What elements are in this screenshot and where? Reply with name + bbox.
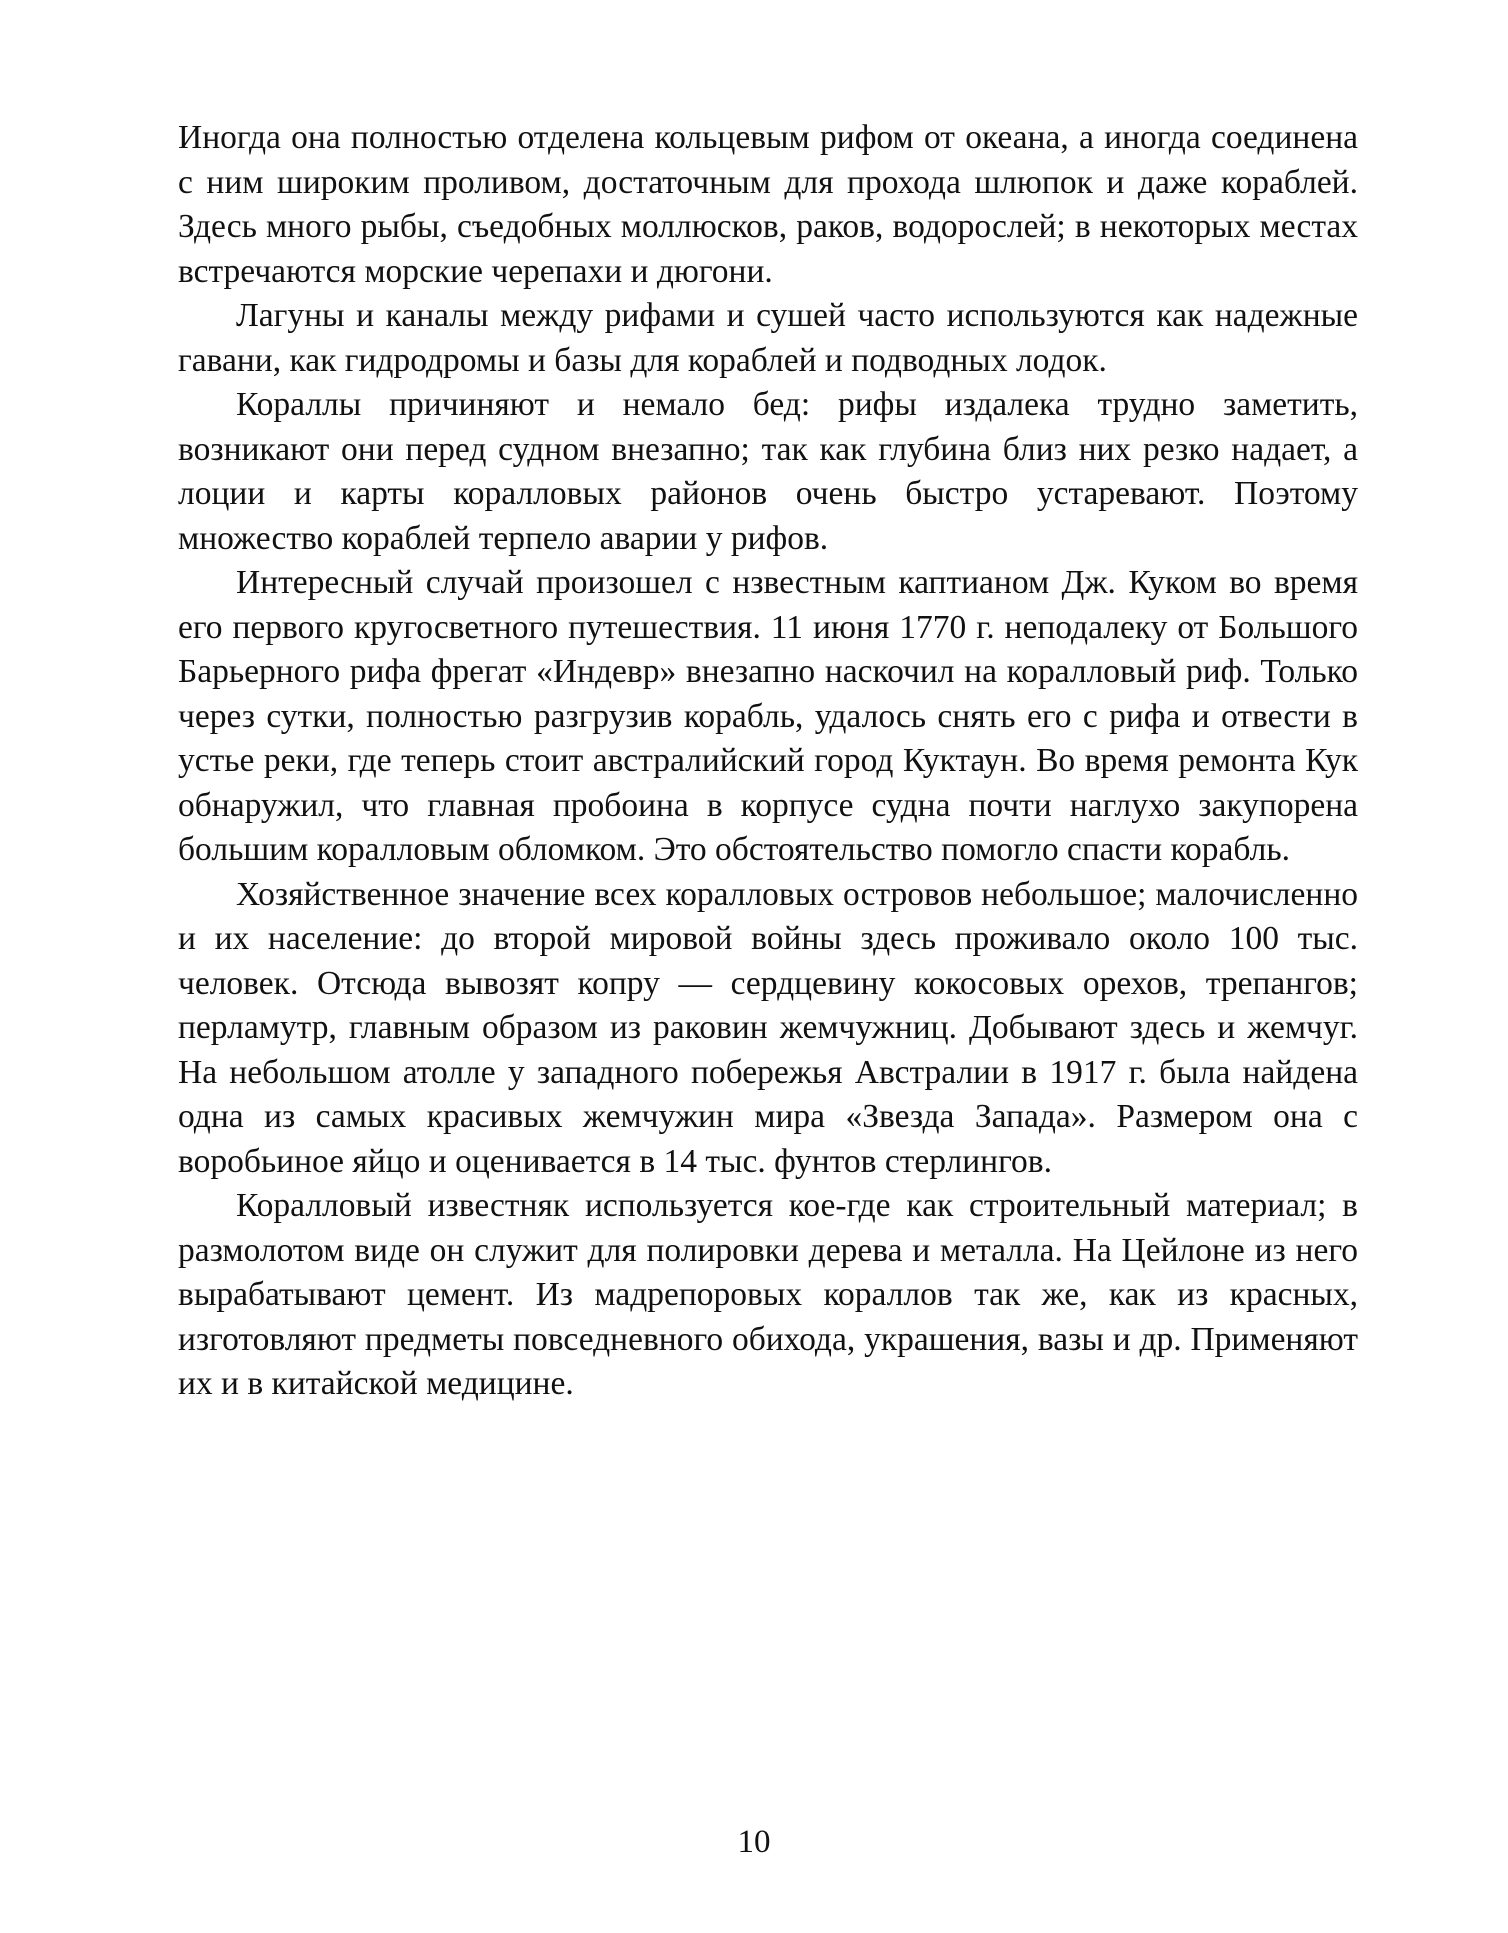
paragraph-cook-incident: Интересный случай произошел с нзвестным каптианом Дж. Куком во время его первого кругосветного путешествия. 11 июня 1770 г. неподалеку от Большого Барьерного рифа фрегат «Индевр» внезапно наскочил на коралловый риф. Только через сутки, полностью разгрузив корабль, удалось снять его с рифа и отвести в устье реки, где теперь стоит австралийский город Куктаун. Во время ремонта Кук обнаружил, что главная пробоина в корпусе судна почти наглухо закупорена большим коралловым обломком. Это обстоятельство помогло спасти корабль. xyxy=(178,564,1358,868)
paragraph-lagoon-description: Иногда она полностью отделена кольцевым рифом от океана, а иногда соединена с ним широким проливом, достаточным для прохода шлюпок и даже кораблей. Здесь много рыбы, съедобных моллюсков, раков, водорослей; в некоторых местах встречаются морские черепахи и дюгони. xyxy=(178,119,1358,290)
body-text xyxy=(178,116,1358,1407)
paragraph-limestone-use: Коралловый известняк используется кое-где как строительный материал; в размолотом виде он служит для полировки дерева и металла. На Цейлоне из него вырабатывают цемент. Из мадрепоровых кораллов так же, как из красных, изготовляют предметы повседневного обихода, украшения, вазы и др. Применяют их и в китайской медицине. xyxy=(178,1187,1358,1402)
page-number: 10 xyxy=(737,1824,771,1860)
paragraph-lagoons-harbors: Лагуны и каналы между рифами и сушей часто используются как надежные гавани, как гидродромы и базы для кораблей и подводных лодок. xyxy=(178,297,1358,379)
paragraph-coral-dangers: Кораллы причиняют и немало бед: рифы издалека трудно заметить, возникают они перед судном внезапно; так как глубина близ них резко надает, а лоции и карты коралловых районов очень быстро устаревают. Поэтому множество кораблей терпело аварии у рифов. xyxy=(178,386,1358,557)
paragraph-economic-value: Хозяйственное значение всех коралловых островов небольшое; малочисленно и их население: до второй мировой войны здесь проживало около 100 тыс. человек. Отсюда вывозят копру — сердцевину кокосовых орехов, трепангов; перламутр, главным образом из раковин жемчужниц. Добывают здесь и жемчуг. На небольшом атолле у западного побережья Австралии в 1917 г. была найдена одна из самых красивых жемчужин мира «Звезда Запада». Размером она с воробьиное яйцо и оценивается в 14 тыс. фунтов стерлингов. xyxy=(178,875,1358,1180)
